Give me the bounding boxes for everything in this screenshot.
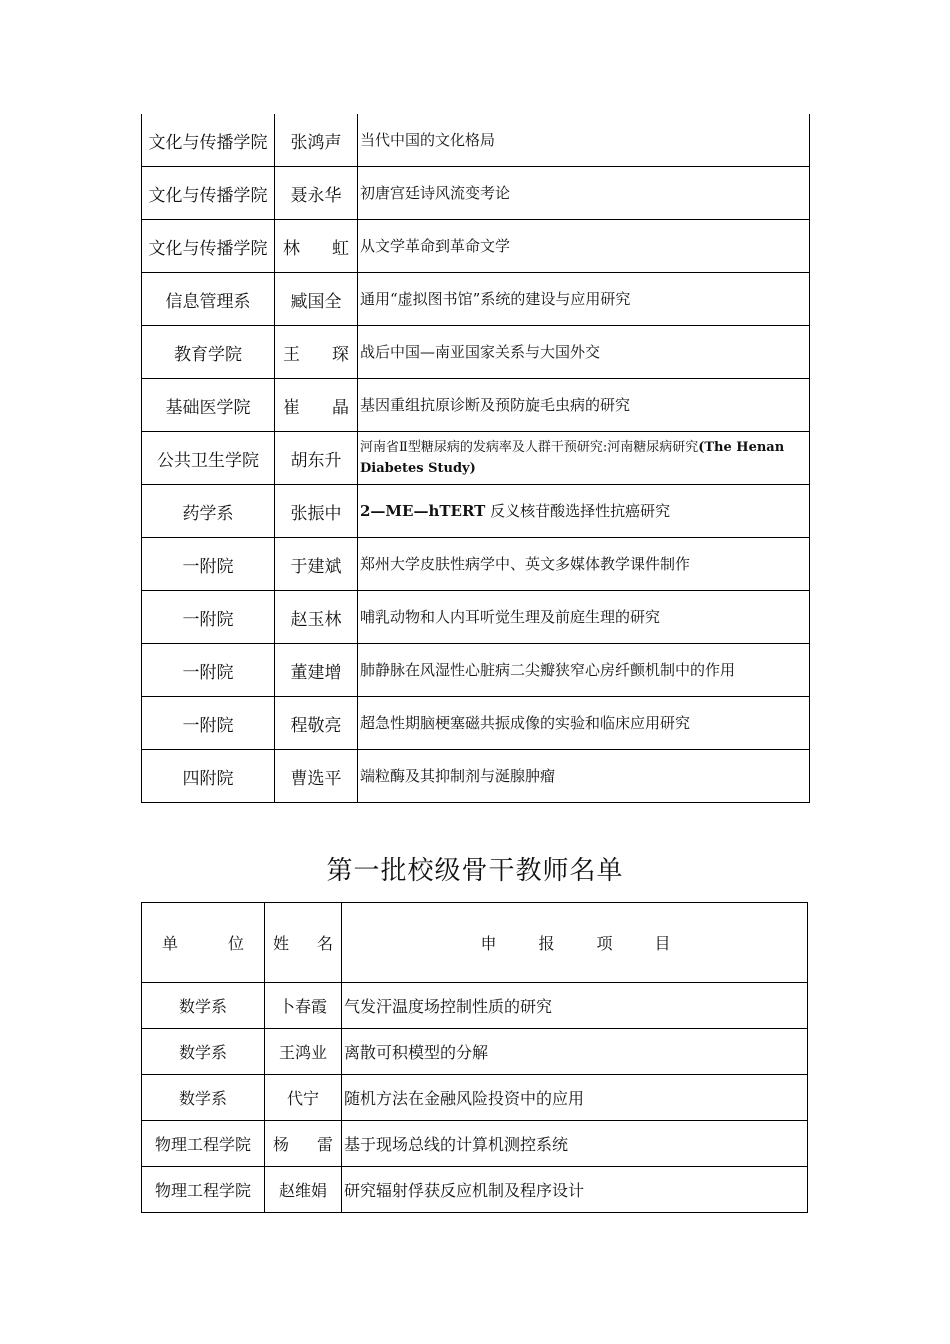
header-project-label	[344, 931, 807, 954]
unit-cell: 信息管理系	[142, 273, 275, 326]
project-cell: 随机方法在金融风险投资中的应用	[342, 1075, 808, 1121]
table-row	[142, 220, 810, 273]
faculty-table-continued	[141, 114, 810, 803]
table-row	[142, 273, 810, 326]
table-row	[142, 591, 810, 644]
table-row	[142, 1167, 808, 1213]
name-cell: 胡东升	[275, 432, 358, 485]
header-name	[265, 903, 342, 983]
table-row	[142, 1029, 808, 1075]
project-cell	[358, 432, 810, 485]
name-char: 杨	[273, 1135, 290, 1154]
project-code: 2—ME—hTERT	[360, 502, 486, 520]
unit-cell: 一附院	[142, 591, 275, 644]
name-char: 虹	[332, 238, 349, 259]
name-char: 林	[283, 238, 300, 259]
project-cell: 端粒酶及其抑制剂与涎腺肿瘤	[358, 750, 810, 803]
unit-cell: 一附院	[142, 644, 275, 697]
header-unit-label	[142, 931, 264, 954]
project-text: 河南省Ⅱ型糖尿病的发病率及人群干预研究:河南糖尿病研究	[360, 440, 699, 455]
project-cell: 研究辐射俘获反应机制及程序设计	[342, 1167, 808, 1213]
project-text: 反义核苷酸选择性抗癌研究	[485, 502, 671, 520]
name-cell	[275, 220, 358, 273]
header-char: 项	[596, 934, 613, 953]
name-char: 琛	[332, 344, 349, 365]
name-cell: 臧国全	[275, 273, 358, 326]
name-cell: 代宁	[265, 1075, 342, 1121]
header-name-label	[265, 931, 341, 954]
name-char: 崔	[283, 397, 300, 418]
name-cell	[275, 379, 358, 432]
backbone-teacher-table	[141, 902, 808, 1213]
unit-cell: 物理工程学院	[142, 1121, 265, 1167]
name-cell: 赵维娟	[265, 1167, 342, 1213]
unit-cell: 数学系	[142, 983, 265, 1029]
project-cell: 郑州大学皮肤性病学中、英文多媒体教学课件制作	[358, 538, 810, 591]
project-cell	[358, 485, 810, 538]
header-char: 目	[654, 934, 671, 953]
unit-cell: 物理工程学院	[142, 1167, 265, 1213]
project-cell: 肺静脉在风湿性心脏病二尖瓣狭窄心房纤颤机制中的作用	[358, 644, 810, 697]
project-cell: 超急性期脑梗塞磁共振成像的实验和临床应用研究	[358, 697, 810, 750]
project-cell: 通用“虚拟图书馆”系统的建设与应用研究	[358, 273, 810, 326]
name-cell: 程敬亮	[275, 697, 358, 750]
unit-cell: 文化与传播学院	[142, 114, 275, 167]
header-unit	[142, 903, 265, 983]
header-char: 单	[162, 934, 179, 953]
project-cell: 离散可积模型的分解	[342, 1029, 808, 1075]
unit-cell: 教育学院	[142, 326, 275, 379]
header-char: 位	[227, 934, 244, 953]
section-title: 第一批校级骨干教师名单	[326, 856, 624, 886]
header-char: 报	[538, 934, 555, 953]
unit-cell: 基础医学院	[142, 379, 275, 432]
project-cell: 战后中国—南亚国家关系与大国外交	[358, 326, 810, 379]
unit-cell: 一附院	[142, 538, 275, 591]
header-project	[342, 903, 808, 983]
spaced-name	[265, 1132, 341, 1155]
header-char: 姓	[273, 934, 290, 953]
project-cell: 基因重组抗原诊断及预防旋毛虫病的研究	[358, 379, 810, 432]
table-row	[142, 485, 810, 538]
unit-cell: 数学系	[142, 1029, 265, 1075]
table-header-row	[142, 903, 808, 983]
project-cell: 哺乳动物和人内耳听觉生理及前庭生理的研究	[358, 591, 810, 644]
name-cell: 张振中	[275, 485, 358, 538]
table-row	[142, 379, 810, 432]
unit-cell: 药学系	[142, 485, 275, 538]
table-row	[142, 167, 810, 220]
table-row	[142, 326, 810, 379]
name-cell	[265, 1121, 342, 1167]
table-row	[142, 750, 810, 803]
unit-cell: 数学系	[142, 1075, 265, 1121]
name-cell: 董建增	[275, 644, 358, 697]
spaced-name	[275, 340, 357, 365]
name-cell: 于建斌	[275, 538, 358, 591]
table-row	[142, 644, 810, 697]
table-row	[142, 697, 810, 750]
header-char: 名	[316, 934, 333, 953]
name-char: 雷	[316, 1135, 333, 1154]
project-cell: 气发汗温度场控制性质的研究	[342, 983, 808, 1029]
name-cell	[275, 326, 358, 379]
spaced-name	[275, 393, 357, 418]
unit-cell: 文化与传播学院	[142, 167, 275, 220]
table-row	[142, 538, 810, 591]
table-row	[142, 432, 810, 485]
name-cell: 卜春霞	[265, 983, 342, 1029]
unit-cell: 文化与传播学院	[142, 220, 275, 273]
name-cell: 曹选平	[275, 750, 358, 803]
table-row	[142, 983, 808, 1029]
name-cell: 赵玉林	[275, 591, 358, 644]
name-cell: 张鸿声	[275, 114, 358, 167]
header-char: 申	[480, 934, 497, 953]
project-cell: 基于现场总线的计算机测控系统	[342, 1121, 808, 1167]
name-char: 晶	[332, 397, 349, 418]
table-row	[142, 1121, 808, 1167]
project-cell: 当代中国的文化格局	[358, 114, 810, 167]
name-cell: 王鸿业	[265, 1029, 342, 1075]
table-row	[142, 1075, 808, 1121]
table-row	[142, 114, 810, 167]
project-cell: 从文学革命到革命文学	[358, 220, 810, 273]
spaced-name	[275, 234, 357, 259]
name-char: 王	[283, 344, 300, 365]
project-text-english: (The Henan Diabetes Study)	[360, 440, 785, 476]
unit-cell: 公共卫生学院	[142, 432, 275, 485]
name-cell: 聂永华	[275, 167, 358, 220]
project-cell: 初唐宫廷诗风流变考论	[358, 167, 810, 220]
unit-cell: 一附院	[142, 697, 275, 750]
unit-cell: 四附院	[142, 750, 275, 803]
